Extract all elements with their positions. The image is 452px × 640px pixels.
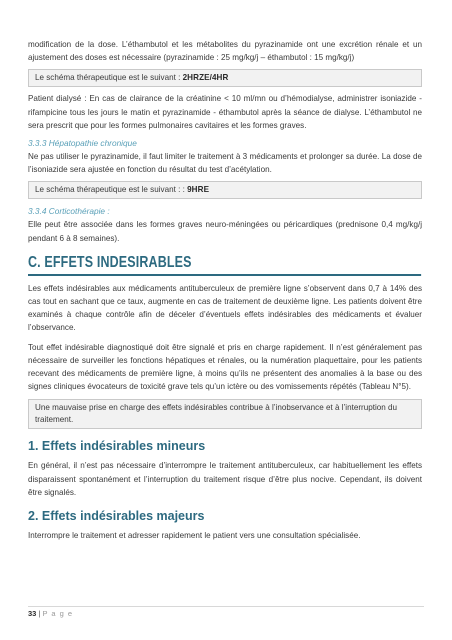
regimen-box-renal: [28, 69, 422, 87]
paragraph-dialysis: Patient dialysé : En cas de clairance de la créatinine < 10 ml/mn ou d’hémodialyse, administrer isoniazide - rifampicine tous les jours le matin et pyrazinamide - éthambutol après la séance de dialyse. L’éthambutol ne sera prescrit que pour les formes pulmonaires cavitaires et les formes graves.: [28, 94, 422, 130]
page-label: P a g e: [42, 609, 74, 618]
footer-separator: |: [36, 609, 43, 618]
subheading-hepatopathy: 3.3.3 Hépatopathie chronique: [28, 138, 137, 149]
regimen-label: Le schéma thérapeutique est le suivant : :: [35, 185, 188, 195]
section-title-adverse-effects: C. EFFETS INDESIRABLES: [28, 252, 421, 276]
paragraph-hepatopathy: Ne pas utiliser le pyrazinamide, il faut limiter le traitement à 3 médicaments et prolonger sa durée. La dose de l’isoniazide sera ajustée en fonction du résultat du test d’acétylation.: [28, 152, 422, 175]
warning-box: Une mauvaise prise en charge des effets indésirables contribue à l’inobservance et à l’interruption du traitement.: [28, 399, 422, 429]
regimen-label: Le schéma thérapeutique est le suivant :: [35, 73, 183, 83]
paragraph-renal-dose: modification de la dose. L’éthambutol et les métabolites du pyrazinamide ont une excrétion rénale et un ajustement des doses est nécessaire (pyrazinamide : 25 mg/kg/j – éthambutol : 15 mg/kg/j): [28, 40, 422, 63]
page-number: 33: [28, 609, 37, 618]
document-page: [28, 38, 422, 542]
regimen-code: 9HRE: [187, 185, 210, 195]
paragraph-adverse-management: Tout effet indésirable diagnostiqué doit être signalé et pris en charge rapidement. Il n’est généralement pas nécessaire de surveiller les fonctions hépatiques et rénales, ou la numération plaquettaire, pour les patients recevant des médicaments de première ligne, à moins qu’ils ne présentent des anomalies à la base ou des signes cliniques évocateurs de toxicité grave tels qu’un ictère ou des vomissements répétés (Tableau N°5).: [28, 342, 422, 392]
heading-minor-effects: 1. Effets indésirables mineurs: [28, 439, 206, 454]
page-footer: [28, 606, 424, 618]
paragraph-minor-effects: En général, il n’est pas nécessaire d’interrompre le traitement antituberculeux, car habituellement les effets disparaissent spontanément et l’interruption du traitement risque d’être plus nocive. Cependant, ils doivent être signalés.: [28, 461, 422, 497]
paragraph-adverse-intro: Les effets indésirables aux médicaments antituberculeux de première ligne s’observent dans 0,7 à 14% des cas tout en sachant que ce taux, augmente en cas de traitement de deuxième ligne. Les patients doivent être examinés à chaque contrôle afin de déceler d’éventuels effets indésirables des médicaments et évaluer l’observance.: [28, 283, 422, 333]
regimen-code: 2HRZE/4HR: [182, 73, 229, 83]
paragraph-corticotherapy: Elle peut être associée dans les formes graves neuro-méningées ou péricardiques (prednisone 0,4 mg/kg/j pendant 6 à 8 semaines).: [28, 220, 422, 243]
paragraph-major-effects: Interrompre le traitement et adresser rapidement le patient vers une consultation spécialisée.: [28, 531, 361, 541]
regimen-box-hepatopathy: [28, 181, 422, 199]
subheading-corticotherapy: 3.3.4 Corticothérapie :: [28, 206, 110, 217]
heading-major-effects: 2. Effets indésirables majeurs: [28, 509, 205, 524]
